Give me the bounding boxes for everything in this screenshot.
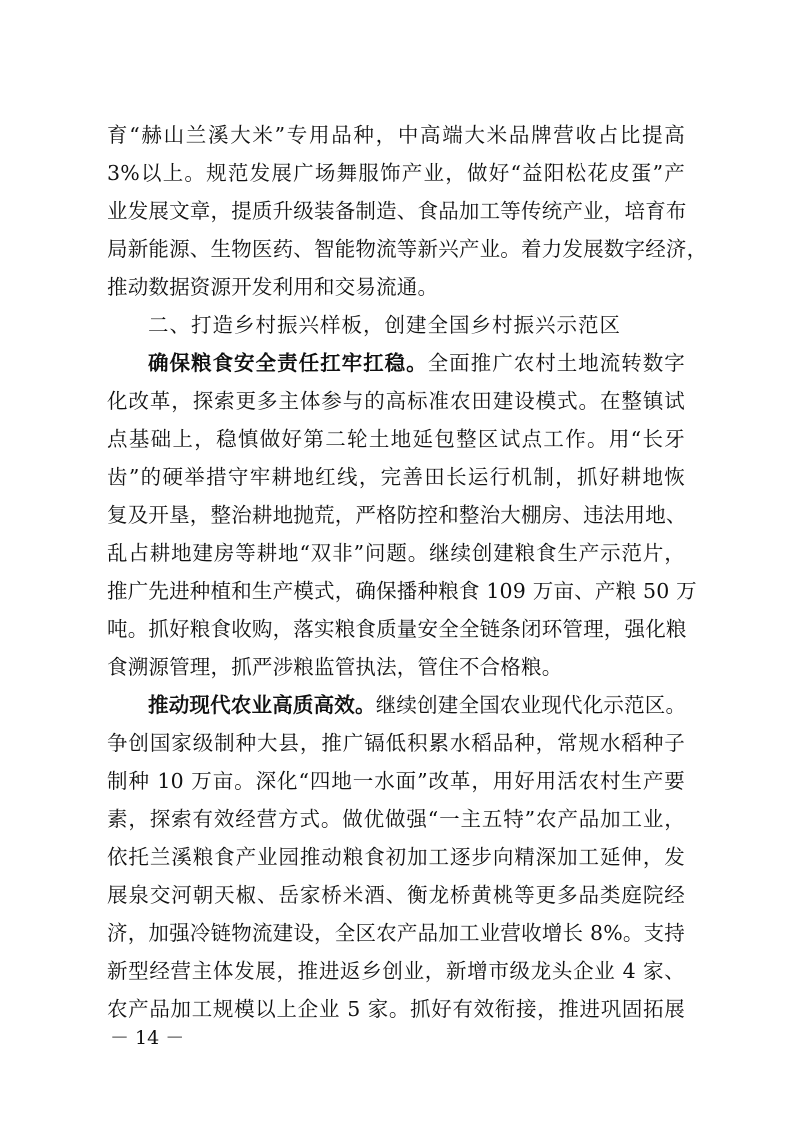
text-line: 齿”的硬举措守牢耕地红线，完善田长运行机制，抓好耕地恢 bbox=[107, 465, 685, 489]
text-line: 育“赫山兰溪大米”专用品种，中高端大米品牌营收占比提高 bbox=[107, 123, 685, 147]
text-line: 农产品加工规模以上企业 5 家。抓好有效衔接，推进巩固拓展 bbox=[107, 997, 685, 1021]
text-line: 推动数据资源开发利用和交易流通。 bbox=[107, 275, 439, 299]
text-line: 争创国家级制种大县，推广镉低积累水稻品种，常规水稻种子 bbox=[107, 731, 685, 755]
text-line: 3%以上。规范发展广场舞服饰产业，做好“益阳松花皮蛋”产 bbox=[107, 161, 685, 185]
text-line: 素，探索有效经营方式。做优做强“一主五特”农产品加工业， bbox=[107, 807, 685, 831]
section-heading: 二、打造乡村振兴样板，创建全国乡村振兴示范区 bbox=[148, 313, 621, 337]
text-line: 点基础上，稳慎做好第二轮土地延包整区试点工作。用“长牙 bbox=[107, 427, 685, 451]
text-segment: 继续创建全国农业现代化示范区。 bbox=[375, 693, 687, 717]
text-line: 展泉交河朝天椒、岳家桥米酒、衡龙桥黄桃等更多品类庭院经 bbox=[107, 883, 685, 907]
paragraph-lead: 推动现代农业高质高效。 bbox=[148, 693, 376, 717]
text-line: 化改革，探索更多主体参与的高标准农田建设模式。在整镇试 bbox=[107, 389, 685, 413]
text-line: 济，加强冷链物流建设，全区农产品加工业营收增长 8%。支持 bbox=[107, 921, 685, 945]
text-line: 乱占耕地建房等耕地“双非”问题。继续创建粮食生产示范片， bbox=[107, 541, 685, 565]
text-line: 复及开垦，整治耕地抛荒，严格防控和整治大棚房、违法用地、 bbox=[107, 503, 687, 527]
text-line: 依托兰溪粮食产业园推动粮食初加工逐步向精深加工延伸，发 bbox=[107, 845, 685, 869]
paragraph-lead: 确保粮食安全责任扛牢扛稳。 bbox=[148, 351, 428, 375]
text-line: 局新能源、生物医药、智能物流等新兴产业。着力发展数字经济， bbox=[107, 237, 708, 261]
text-line: 食溯源管理，抓严涉粮监管执法，管住不合格粮。 bbox=[107, 655, 563, 679]
text-line: 业发展文章，提质升级装备制造、食品加工等传统产业，培育布 bbox=[107, 199, 687, 223]
text-segment: 全面推广农村土地流转数字 bbox=[427, 351, 685, 375]
text-line: 推广先进种植和生产模式，确保播种粮食 109 万亩、产粮 50 万 bbox=[107, 579, 697, 603]
paragraph-first-line bbox=[148, 690, 685, 720]
text-line: 制种 10 万亩。深化“四地一水面”改革，用好用活农村生产要 bbox=[107, 769, 685, 793]
text-line: 新型经营主体发展，推进返乡创业，新增市级龙头企业 4 家、 bbox=[107, 959, 685, 983]
text-line: 吨。抓好粮食收购，落实粮食质量安全全链条闭环管理，强化粮 bbox=[107, 617, 687, 641]
page-number: － 14 － bbox=[110, 1027, 185, 1049]
paragraph-first-line bbox=[148, 348, 685, 378]
